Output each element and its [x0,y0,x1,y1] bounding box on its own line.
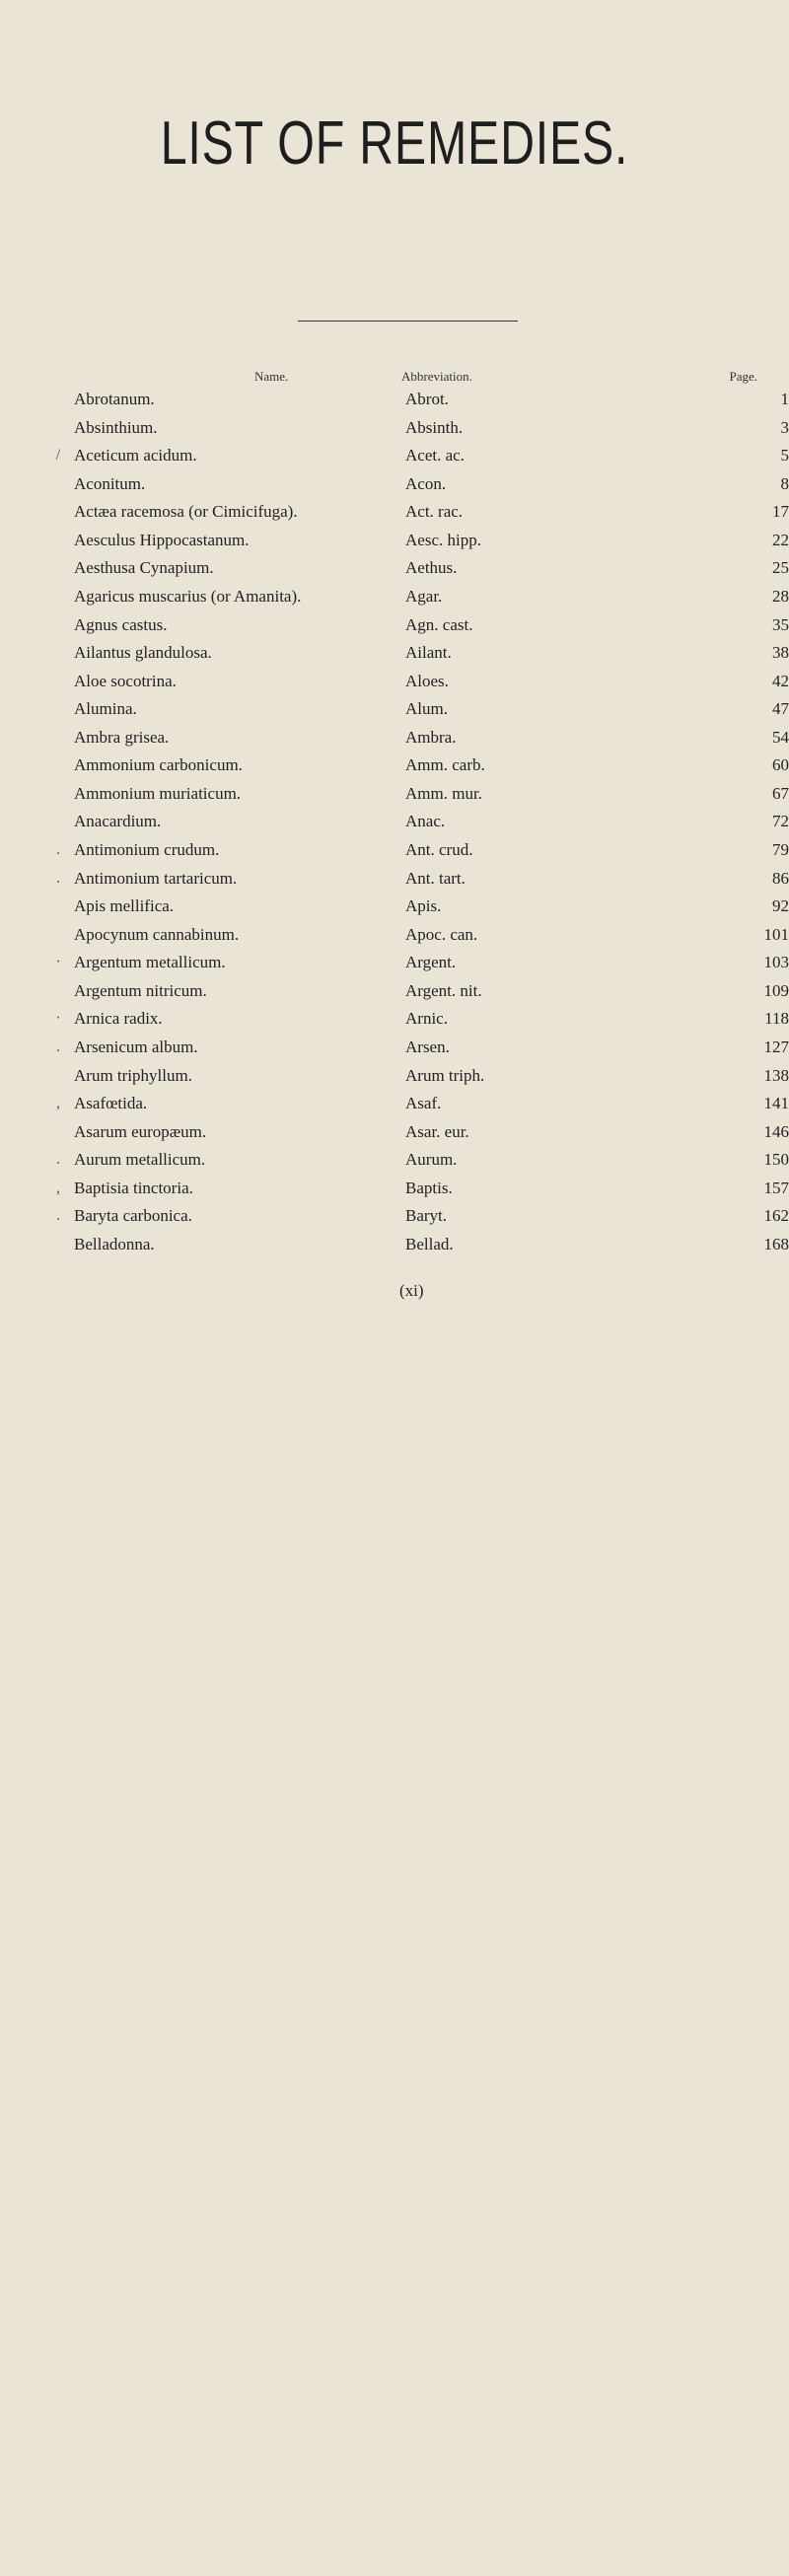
table-row [0,1091,789,1119]
remedy-name: Asafœtida. [74,1094,148,1113]
table-row [0,725,789,753]
table-row [0,387,789,415]
table-row [0,640,789,669]
remedy-page-number: 150 [763,1150,789,1170]
remedy-abbreviation: Arnic. [405,1009,448,1029]
header-abbreviation: Abbreviation. [401,369,472,384]
table-row [0,499,789,528]
remedy-abbreviation: Alum. [405,699,448,719]
remedy-abbreviation: Aesc. hipp. [405,530,481,549]
table-row [0,696,789,725]
remedies-table [0,387,789,1259]
table-row [0,950,789,978]
table-row [0,669,789,697]
remedy-name: Aconitum. [74,473,146,493]
page-folio: (xi) [399,1281,424,1300]
remedy-page-number: 17 [772,502,789,522]
remedy-name: Arum triphyllum. [74,1065,192,1085]
remedy-abbreviation: Ambra. [405,727,457,747]
remedy-name: Aceticum acidum. [74,446,197,465]
margin-mark: . [56,869,60,887]
remedy-name: Absinthium. [74,417,158,437]
remedy-abbreviation: Aethus. [405,558,458,578]
remedy-abbreviation: Amm. mur. [405,783,482,803]
remedy-name: Anacardium. [74,812,162,831]
remedy-abbreviation: Arum triph. [405,1065,485,1085]
remedy-name: Arsenicum album. [74,1037,198,1056]
remedy-page-number: 42 [772,671,789,690]
table-row [0,809,789,837]
remedy-abbreviation: Baryt. [405,1206,448,1226]
remedy-page-number: 3 [780,417,789,437]
remedy-page-number: 47 [772,699,789,719]
table-row [0,1035,789,1063]
remedy-page-number: 60 [772,755,789,775]
remedy-abbreviation: Ailant. [405,643,452,663]
remedy-name: Argentum nitricum. [74,980,207,1000]
table-row [0,1147,789,1176]
remedy-name: Aesthusa Cynapium. [74,558,214,578]
remedy-abbreviation: Anac. [405,812,446,831]
remedy-abbreviation: Acet. ac. [405,446,465,465]
remedy-page-number: 8 [780,473,789,493]
remedy-name: Alumina. [74,699,137,719]
table-row [0,837,789,866]
remedy-page-number: 138 [763,1065,789,1085]
table-row [0,1006,789,1035]
remedy-page-number: 162 [763,1206,789,1226]
remedy-abbreviation: Abrot. [405,390,449,408]
margin-mark: , [56,1095,60,1112]
header-page: Page. [729,369,757,384]
remedy-page-number: 157 [763,1178,789,1197]
table-row [0,1063,789,1092]
remedy-name: Asarum europæum. [74,1121,207,1141]
remedy-abbreviation: Asaf. [405,1094,442,1113]
remedy-name: Baryta carbonica. [74,1206,192,1226]
remedy-page-number: 118 [764,1009,789,1029]
table-row [0,1119,789,1148]
margin-mark: / [55,447,61,465]
remedy-page-number: 86 [772,868,789,888]
remedy-abbreviation: Absinth. [405,417,464,437]
remedy-page-number: 28 [772,586,789,606]
remedy-page-number: 168 [763,1234,789,1253]
table-row [0,584,789,612]
remedy-page-number: 141 [763,1094,789,1113]
table-row [0,894,789,922]
remedy-name: Actæa racemosa (or Cimicifuga). [74,502,298,522]
remedy-page-number: 92 [772,896,789,916]
remedy-name: Apocynum cannabinum. [74,924,240,944]
remedy-abbreviation: Aurum. [405,1150,458,1170]
table-row [0,555,789,584]
remedy-abbreviation: Apis. [405,896,442,916]
table-row [0,471,789,500]
remedy-name: Ammonium muriaticum. [74,783,242,803]
table-row [0,1203,789,1232]
remedy-abbreviation: Ant. tart. [405,868,466,888]
margin-mark: · [55,954,61,971]
remedy-page-number: 35 [772,614,789,634]
remedy-abbreviation: Aloes. [405,671,449,690]
remedy-page-number: 54 [772,727,789,747]
remedy-name: Ammonium carbonicum. [74,755,243,775]
remedy-page-number: 38 [772,643,789,663]
remedy-abbreviation: Acon. [405,473,447,493]
remedy-name: Arnica radix. [74,1009,163,1029]
header-name: Name. [254,369,289,384]
remedy-name: Aesculus Hippocastanum. [74,530,250,549]
remedy-name: Apis mellifica. [74,896,175,916]
remedy-name: Belladonna. [74,1234,155,1253]
remedy-abbreviation: Baptis. [405,1178,453,1197]
title-rule [298,321,518,322]
remedy-name: Ambra grisea. [74,727,170,747]
remedy-name: Antimonium tartaricum. [74,868,238,888]
table-row [0,443,789,471]
remedy-abbreviation: Amm. carb. [405,755,485,775]
remedy-abbreviation: Bellad. [405,1234,454,1253]
margin-mark: . [56,1038,60,1055]
remedy-abbreviation: Argent. nit. [405,980,482,1000]
table-row [0,528,789,556]
page-title: LIST OF REMEDIES. [160,109,629,178]
remedy-name: Aloe socotrina. [74,671,177,690]
margin-mark: . [56,1207,60,1225]
margin-mark: . [56,1151,60,1169]
remedy-name: Agnus castus. [74,614,168,634]
remedy-page-number: 1 [780,390,789,408]
remedy-page-number: 67 [772,783,789,803]
remedy-page-number: 5 [780,446,789,465]
remedy-abbreviation: Act. rac. [405,502,464,522]
remedy-page-number: 22 [772,530,789,549]
margin-mark: · [55,1010,61,1028]
remedy-name: Antimonium crudum. [74,840,220,859]
remedy-abbreviation: Argent. [405,953,457,972]
remedy-page-number: 101 [763,924,789,944]
table-row [0,1232,789,1260]
remedy-name: Abrotanum. [74,390,155,408]
remedy-page-number: 127 [763,1037,789,1056]
table-row [0,978,789,1007]
table-row [0,866,789,894]
remedy-abbreviation: Ant. crud. [405,840,473,859]
remedy-page-number: 103 [763,953,789,972]
remedy-page-number: 146 [763,1121,789,1141]
table-row [0,922,789,951]
remedy-page-number: 109 [763,980,789,1000]
table-row [0,612,789,641]
remedy-page-number: 25 [772,558,789,578]
remedy-page-number: 79 [772,840,789,859]
remedy-name: Agaricus muscarius (or Amanita). [74,586,302,606]
table-row [0,781,789,810]
remedy-name: Aurum metallicum. [74,1150,206,1170]
remedy-abbreviation: Agn. cast. [405,614,473,634]
table-row [0,752,789,781]
remedy-abbreviation: Arsen. [405,1037,450,1056]
remedy-abbreviation: Agar. [405,586,443,606]
margin-mark: . [56,841,60,858]
remedy-abbreviation: Apoc. can. [405,924,478,944]
remedy-page-number: 72 [772,812,789,831]
remedy-abbreviation: Asar. eur. [405,1121,469,1141]
remedy-name: Argentum metallicum. [74,953,226,972]
table-row [0,1176,789,1204]
remedy-name: Ailantus glandulosa. [74,643,212,663]
margin-mark: , [56,1179,60,1196]
table-row [0,415,789,444]
remedy-name: Baptisia tinctoria. [74,1178,193,1197]
